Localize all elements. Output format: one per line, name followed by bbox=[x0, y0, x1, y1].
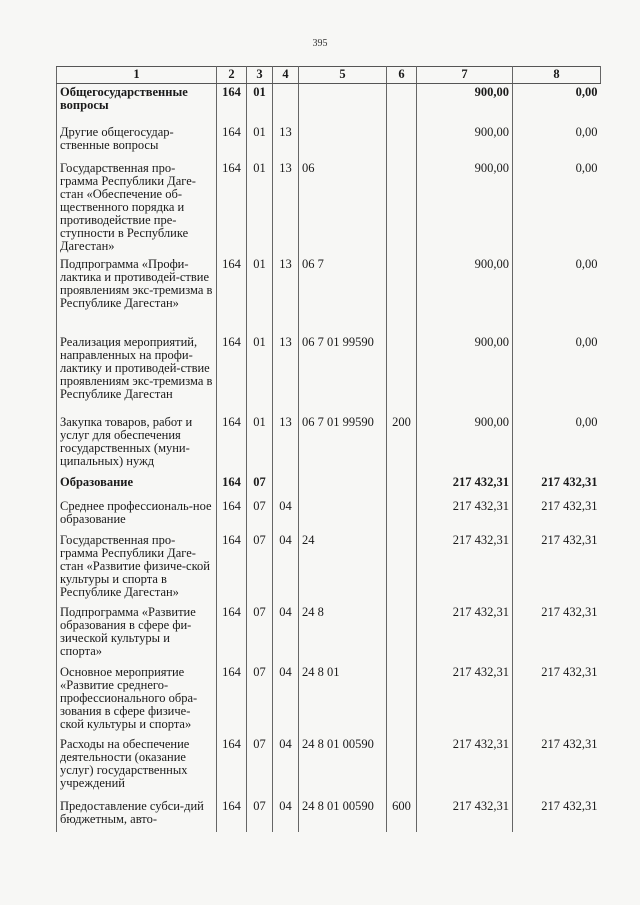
row-name-cell: Расходы на обеспечение деятельности (оказание услуг) государственных учреждений bbox=[57, 736, 217, 798]
subsection-cell: 13 bbox=[273, 256, 299, 334]
amount-executed-cell: 0,00 bbox=[513, 334, 601, 414]
target-article-cell: 06 7 01 99590 bbox=[299, 334, 387, 414]
amount-cell: 217 432,31 bbox=[417, 474, 513, 498]
table-row bbox=[57, 84, 601, 124]
expense-type-cell: 600 bbox=[387, 798, 417, 832]
amount-executed-cell: 217 432,31 bbox=[513, 474, 601, 498]
admin-code-cell: 164 bbox=[217, 334, 247, 414]
subsection-cell: 13 bbox=[273, 124, 299, 160]
amount-executed-cell: 0,00 bbox=[513, 256, 601, 334]
table-row bbox=[57, 736, 601, 798]
subsection-cell: 13 bbox=[273, 160, 299, 256]
budget-table bbox=[56, 66, 601, 832]
target-article-cell bbox=[299, 474, 387, 498]
table-row bbox=[57, 498, 601, 532]
section-cell: 01 bbox=[247, 414, 273, 474]
subsection-cell: 04 bbox=[273, 736, 299, 798]
target-article-cell: 24 8 01 00590 bbox=[299, 798, 387, 832]
expense-type-cell bbox=[387, 532, 417, 604]
amount-executed-cell: 217 432,31 bbox=[513, 498, 601, 532]
admin-code-cell: 164 bbox=[217, 256, 247, 334]
admin-code-cell: 164 bbox=[217, 84, 247, 124]
row-name-cell: Государственная про-грамма Республики Даге-стан «Развитие физиче-ской культуры и спорта в Республике Дагестан» bbox=[57, 532, 217, 604]
admin-code-cell: 164 bbox=[217, 124, 247, 160]
subsection-cell: 13 bbox=[273, 334, 299, 414]
expense-type-cell bbox=[387, 256, 417, 334]
amount-executed-cell: 0,00 bbox=[513, 124, 601, 160]
target-article-cell: 24 8 01 00590 bbox=[299, 736, 387, 798]
amount-cell: 217 432,31 bbox=[417, 736, 513, 798]
column-header: 7 bbox=[417, 67, 513, 84]
row-name-cell: Предоставление субси-дий бюджетным, авто- bbox=[57, 798, 217, 832]
target-article-cell: 06 bbox=[299, 160, 387, 256]
expense-type-cell bbox=[387, 160, 417, 256]
section-cell: 07 bbox=[247, 798, 273, 832]
table-row bbox=[57, 532, 601, 604]
expense-type-cell bbox=[387, 736, 417, 798]
amount-executed-cell: 217 432,31 bbox=[513, 532, 601, 604]
admin-code-cell: 164 bbox=[217, 736, 247, 798]
amount-cell: 217 432,31 bbox=[417, 532, 513, 604]
amount-executed-cell: 0,00 bbox=[513, 84, 601, 124]
subsection-cell: 04 bbox=[273, 498, 299, 532]
target-article-cell: 24 8 01 bbox=[299, 664, 387, 736]
amount-cell: 900,00 bbox=[417, 334, 513, 414]
admin-code-cell: 164 bbox=[217, 798, 247, 832]
section-cell: 01 bbox=[247, 256, 273, 334]
amount-cell: 900,00 bbox=[417, 414, 513, 474]
target-article-cell bbox=[299, 498, 387, 532]
table-row bbox=[57, 334, 601, 414]
expense-type-cell bbox=[387, 334, 417, 414]
section-cell: 07 bbox=[247, 736, 273, 798]
admin-code-cell: 164 bbox=[217, 604, 247, 664]
section-cell: 07 bbox=[247, 532, 273, 604]
amount-executed-cell: 217 432,31 bbox=[513, 736, 601, 798]
section-cell: 07 bbox=[247, 604, 273, 664]
subsection-cell: 13 bbox=[273, 414, 299, 474]
column-header: 1 bbox=[57, 67, 217, 84]
section-cell: 01 bbox=[247, 334, 273, 414]
expense-type-cell: 200 bbox=[387, 414, 417, 474]
admin-code-cell: 164 bbox=[217, 160, 247, 256]
row-name-cell: Закупка товаров, работ и услуг для обеспечения государственных (муни-ципальных) нужд bbox=[57, 414, 217, 474]
admin-code-cell: 164 bbox=[217, 532, 247, 604]
column-header: 4 bbox=[273, 67, 299, 84]
page-number: 395 bbox=[312, 38, 328, 49]
target-article-cell bbox=[299, 84, 387, 124]
row-name-cell: Другие общегосудар-ственные вопросы bbox=[57, 124, 217, 160]
column-header: 6 bbox=[387, 67, 417, 84]
row-name-cell: Основное мероприятие «Развитие среднего-профессионального обра-зования в сфере физиче-ской культуры и спорта» bbox=[57, 664, 217, 736]
table-row bbox=[57, 474, 601, 498]
amount-executed-cell: 0,00 bbox=[513, 414, 601, 474]
section-cell: 01 bbox=[247, 160, 273, 256]
amount-cell: 217 432,31 bbox=[417, 798, 513, 832]
row-name-cell: Общегосударственные вопросы bbox=[57, 84, 217, 124]
admin-code-cell: 164 bbox=[217, 414, 247, 474]
amount-executed-cell: 0,00 bbox=[513, 160, 601, 256]
section-cell: 01 bbox=[247, 124, 273, 160]
admin-code-cell: 164 bbox=[217, 664, 247, 736]
expense-type-cell bbox=[387, 604, 417, 664]
subsection-cell: 04 bbox=[273, 664, 299, 736]
section-cell: 07 bbox=[247, 498, 273, 532]
table-row bbox=[57, 256, 601, 334]
expense-type-cell bbox=[387, 124, 417, 160]
admin-code-cell: 164 bbox=[217, 498, 247, 532]
expense-type-cell bbox=[387, 664, 417, 736]
target-article-cell: 24 bbox=[299, 532, 387, 604]
table-row bbox=[57, 124, 601, 160]
column-header: 3 bbox=[247, 67, 273, 84]
target-article-cell: 06 7 01 99590 bbox=[299, 414, 387, 474]
row-name-cell: Подпрограмма «Профи-лактика и противодей-ствие проявлениям экс-тремизма в Республике Дагестан» bbox=[57, 256, 217, 334]
expense-type-cell bbox=[387, 498, 417, 532]
subsection-cell: 04 bbox=[273, 798, 299, 832]
expense-type-cell bbox=[387, 84, 417, 124]
amount-cell: 217 432,31 bbox=[417, 604, 513, 664]
subsection-cell bbox=[273, 474, 299, 498]
row-name-cell: Образование bbox=[57, 474, 217, 498]
section-cell: 07 bbox=[247, 664, 273, 736]
amount-executed-cell: 217 432,31 bbox=[513, 604, 601, 664]
section-cell: 07 bbox=[247, 474, 273, 498]
row-name-cell: Подпрограмма «Развитие образования в сфере фи-зической культуры и спорта» bbox=[57, 604, 217, 664]
admin-code-cell: 164 bbox=[217, 474, 247, 498]
amount-cell: 900,00 bbox=[417, 84, 513, 124]
column-header: 2 bbox=[217, 67, 247, 84]
subsection-cell: 04 bbox=[273, 532, 299, 604]
expense-type-cell bbox=[387, 474, 417, 498]
row-name-cell: Среднее профессиональ-ное образование bbox=[57, 498, 217, 532]
target-article-cell: 06 7 bbox=[299, 256, 387, 334]
amount-executed-cell: 217 432,31 bbox=[513, 664, 601, 736]
amount-cell: 900,00 bbox=[417, 160, 513, 256]
row-name-cell: Реализация мероприятий, направленных на профи-лактику и противодей-ствие проявлениям экс-тремизма в Республике Дагестан bbox=[57, 334, 217, 414]
amount-cell: 900,00 bbox=[417, 256, 513, 334]
amount-cell: 217 432,31 bbox=[417, 664, 513, 736]
table-row bbox=[57, 414, 601, 474]
header-row bbox=[57, 67, 601, 84]
table-row bbox=[57, 160, 601, 256]
amount-cell: 217 432,31 bbox=[417, 498, 513, 532]
target-article-cell: 24 8 bbox=[299, 604, 387, 664]
section-cell: 01 bbox=[247, 84, 273, 124]
target-article-cell bbox=[299, 124, 387, 160]
subsection-cell: 04 bbox=[273, 604, 299, 664]
amount-cell: 900,00 bbox=[417, 124, 513, 160]
column-header: 8 bbox=[513, 67, 601, 84]
table-row bbox=[57, 604, 601, 664]
table-row bbox=[57, 664, 601, 736]
table-row bbox=[57, 798, 601, 832]
amount-executed-cell: 217 432,31 bbox=[513, 798, 601, 832]
column-header: 5 bbox=[299, 67, 387, 84]
subsection-cell bbox=[273, 84, 299, 124]
row-name-cell: Государственная про-грамма Республики Даге-стан «Обеспечение об-щественного порядка и противодействие пре-ступности в Республике Дагестан» bbox=[57, 160, 217, 256]
